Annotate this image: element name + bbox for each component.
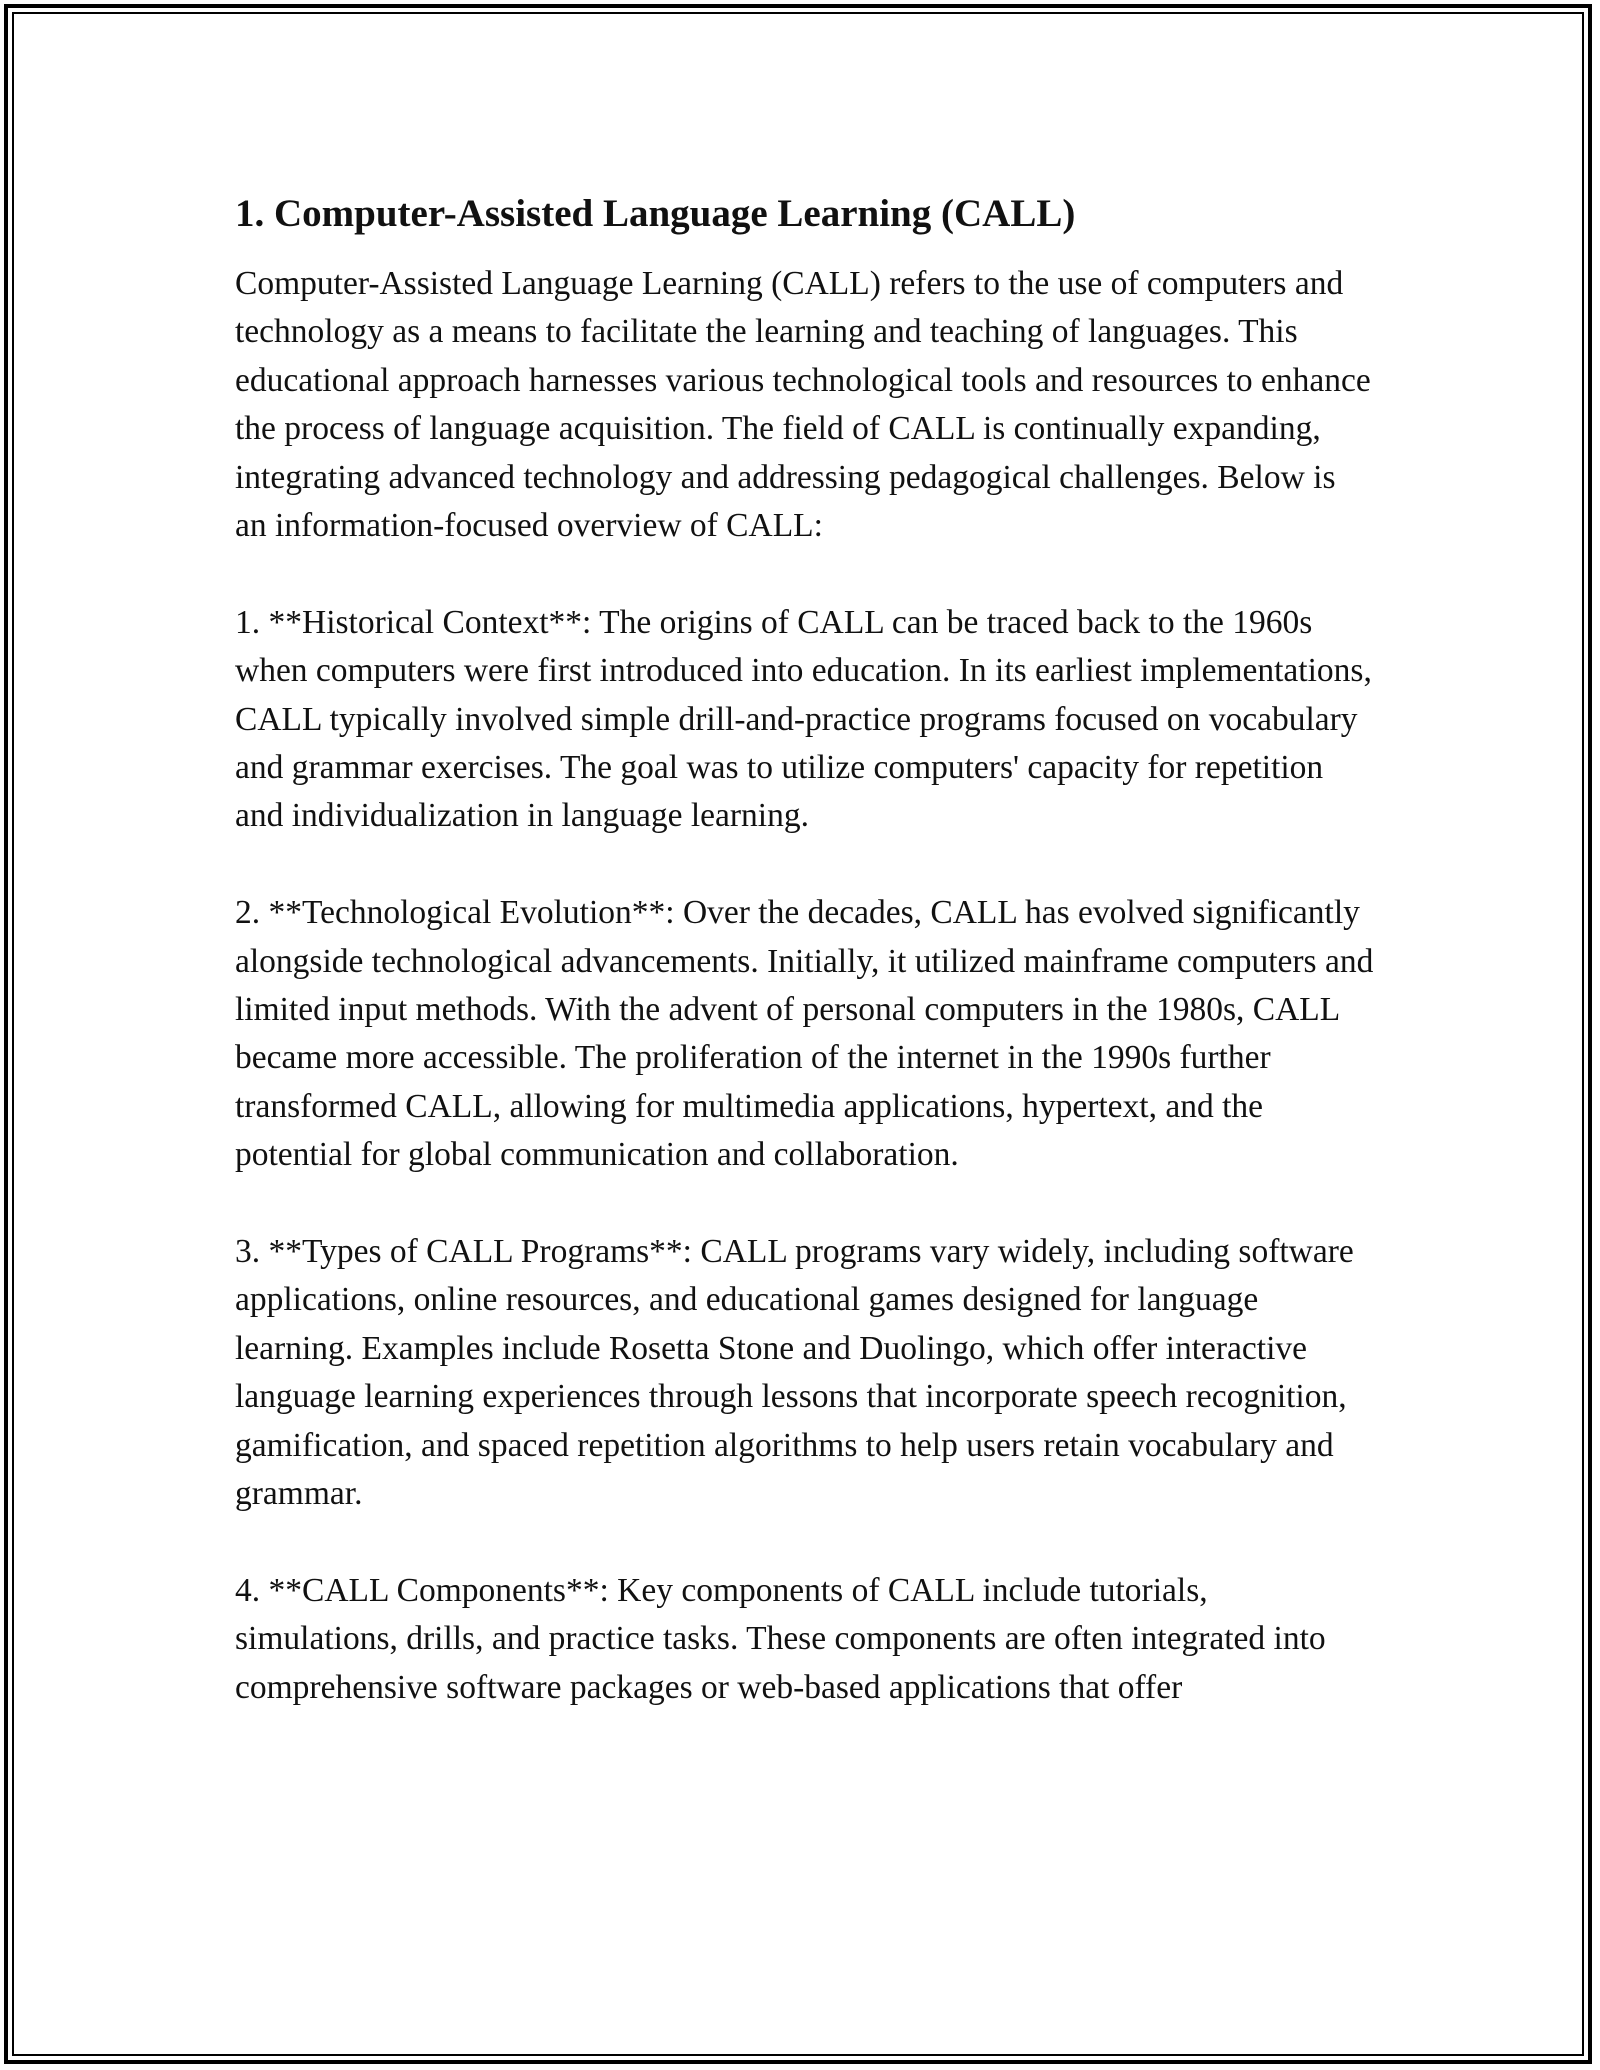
call-components-paragraph: 4. **CALL Components**: Key components of CALL include tutorials, simulations, drills, and practice tasks. These components are often integrated into comprehensive software packages or web-based applications that offer	[235, 1571, 1326, 1706]
section-heading: 1. Computer-Assisted Language Learning (CALL)	[235, 192, 1076, 235]
technological-evolution-paragraph: 2. **Technological Evolution**: Over the decades, CALL has evolved significantly alongside technological advancements. Initially, it utilized mainframe computers and limited input methods. With the advent of personal computers in the 1980s, CALL became more accessible. The proliferation of the internet in the 1990s further transformed CALL, allowing for multimedia applications, hypertext, and the potential for global communication and collaboration.	[235, 894, 1374, 1174]
historical-context-paragraph: 1. **Historical Context**: The origins of CALL can be traced back to the 1960s when computers were first introduced into education. In its earliest implementations, CALL typically involved simple drill-and-practice programs focused on vocabulary and grammar exercises. The goal was to utilize computers' capacity for repetition and individualization in language learning.	[235, 603, 1372, 835]
document-content	[235, 186, 1375, 1761]
intro-paragraph: Computer-Assisted Language Learning (CALL) refers to the use of computers and technology as a means to facilitate the learning and teaching of languages. This educational approach harnesses various technological tools and resources to enhance the process of language acquisition. The field of CALL is continually expanding, integrating advanced technology and addressing pedagogical challenges. Below is an information-focused overview of CALL:	[235, 265, 1371, 545]
types-of-call-programs-paragraph: 3. **Types of CALL Programs**: CALL programs vary widely, including software applications, online resources, and educational games designed for language learning. Examples include Rosetta Stone and Duolingo, which offer interactive language learning experiences through lessons that incorporate speech recognition, gamification, and spaced repetition algorithms to help users retain vocabulary and grammar.	[235, 1233, 1354, 1513]
